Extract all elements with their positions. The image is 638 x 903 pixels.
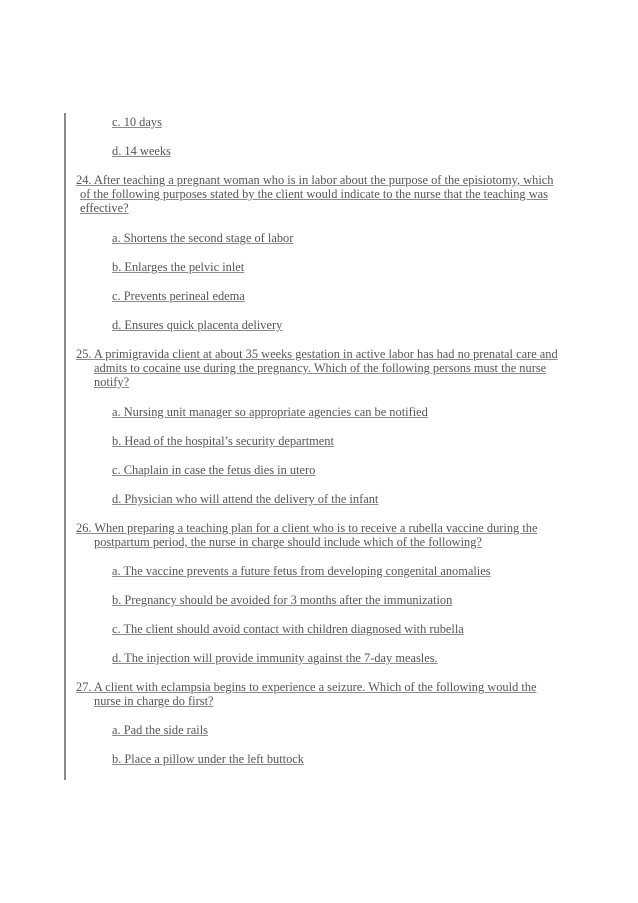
q26-option-d: d. The injection will provide immunity against the 7-day measles. [112,651,438,665]
q26-question-line-1: 26. When preparing a teaching plan for a client who is to receive a rubella vaccine during the [76,521,538,535]
q25-question-line-2: admits to cocaine use during the pregnancy. Which of the following persons must the nurse [94,361,547,375]
q24-option-c: c. Prevents perineal edema [112,289,245,303]
q24-option-a: a. Shortens the second stage of labor [112,231,294,245]
q25-option-c: c. Chaplain in case the fetus dies in utero [112,463,316,477]
q24-question-line-3: effective? [80,201,129,215]
q26-option-b: b. Pregnancy should be avoided for 3 months after the immunization [112,593,453,607]
q25-question-line-3: notify? [94,375,130,389]
q26-option-c: c. The client should avoid contact with children diagnosed with rubella [112,622,464,636]
q25-question-line-1: 25. A primigravida client at about 35 weeks gestation in active labor has had no prenatal care and [76,347,558,361]
q24-option-d: d. Ensures quick placenta delivery [112,318,283,332]
q26-option-a: a. The vaccine prevents a future fetus from developing congenital anomalies [112,564,491,578]
q27-question-line-1: 27. A client with eclampsia begins to experience a seizure. Which of the following would the [76,680,537,694]
q23-option-c: c. 10 days [112,115,162,129]
q25-option-d: d. Physician who will attend the delivery of the infant [112,492,379,506]
q27-option-b: b. Place a pillow under the left buttock [112,752,305,766]
q25-option-a: a. Nursing unit manager so appropriate agencies can be notified [112,405,428,419]
q26-question-line-2: postpartum period, the nurse in charge should include which of the following? [94,535,482,549]
q27-question-line-2: nurse in charge do first? [94,694,214,708]
q24-option-b: b. Enlarges the pelvic inlet [112,260,245,274]
change-bar [64,113,66,780]
q23-option-d: d. 14 weeks [112,144,171,158]
q25-option-b: b. Head of the hospital’s security department [112,434,334,448]
q24-question-line-1: 24. After teaching a pregnant woman who is in labor about the purpose of the episiotomy, which [76,173,554,187]
q27-option-a: a. Pad the side rails [112,723,209,737]
q24-question-line-2: of the following purposes stated by the client would indicate to the nurse that the teaching was [80,187,548,201]
